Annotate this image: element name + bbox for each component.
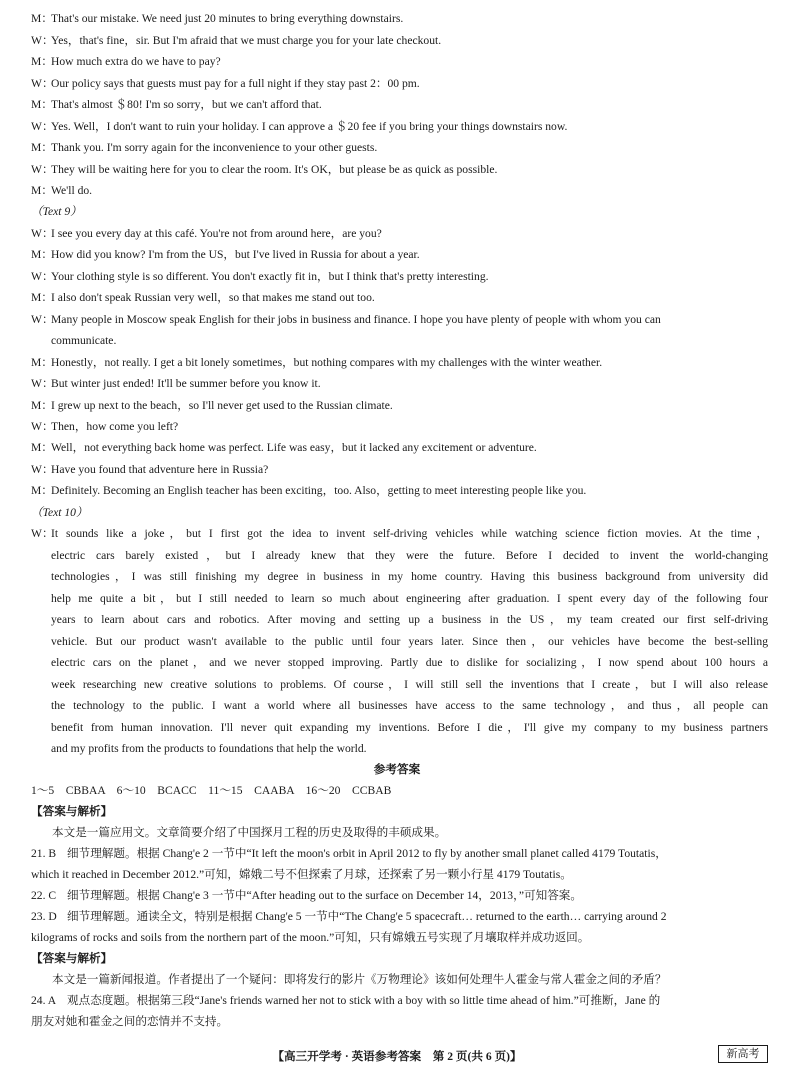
explanation-header: 【答案与解析】 <box>31 805 113 818</box>
dialogue-line: communicate. <box>51 334 117 347</box>
dialogue-line: W：Have you found that adventure here in Russia? <box>31 463 269 476</box>
dialogue-line: W：Your clothing style is so different. You don't exactly fit in，but I think that's pretty interesting. <box>31 270 489 283</box>
monologue-line: technologies，I was still finishing my degree in business in my home country. Having this business background from university did <box>51 570 768 583</box>
question-23-cont: kilograms of rocks and soils from the northern part of the moon.”可知，只有嫦娥五号实现了月壤取样并成功返回。 <box>31 931 590 944</box>
dialogue-line: M：Thank you. I'm sorry again for the inconvenience to your other guests. <box>31 141 378 154</box>
question-21-cont: which it reached in December 2012.”可知，嫦娥二号不但探索了月球，还探索了另一颗小行星 4179 Toutatis。 <box>31 868 572 881</box>
dialogue-line: M：That's our mistake. We need just 20 minutes to bring everything downstairs. <box>31 12 404 25</box>
dialogue-line: W：Yes，that's fine，sir. But I'm afraid that we must charge you for your late checkout. <box>31 34 442 47</box>
monologue-speaker: W： <box>31 527 54 540</box>
answers-title: 参考答案 <box>373 763 421 776</box>
question-23: 23. D 细节理解题。通读全文，特别是根据 Chang'e 5 一节中“The Chang'e 5 spacecraft… returned to the earth… carrying around 2 <box>31 910 667 923</box>
passage-summary: 本文是一篇新闻报道。作者提出了一个疑问：即将发行的影片《万物理论》该如何处理牛人霍金与常人霍金之间的矛盾？ <box>52 973 667 986</box>
dialogue-line: M：How much extra do we have to pay? <box>31 55 221 68</box>
exam-type-badge: 新高考 <box>718 1045 768 1063</box>
dialogue-line: W：Our policy says that guests must pay for a full night if they stay past 2：00 pm. <box>31 77 420 90</box>
monologue-line: help me quite a bit，but I still needed to learn so much about engineering after graduation. I spent every day of the following four <box>51 592 768 605</box>
page-footer: 【高三开学考 · 英语参考答案 第 2 页(共 6 页)】 <box>272 1050 522 1063</box>
dialogue-line: M：How did you know? I'm from the US，but I've lived in Russia for about a year. <box>31 248 420 261</box>
monologue-line: the technology to the public. I want a world where all businesses have access to the same technology，and thus，all people can <box>51 699 768 712</box>
monologue-line: week researching new creative solutions to problems. Of course，I will still sell the inventions that I create，but I will also release <box>51 678 768 691</box>
monologue-line: years to learn about cars and robotics. After moving and setting up a business in the US，my team created our first self-driving <box>51 613 768 626</box>
answers-list: 1～5 CBBAA 6～10 BCACC 11～15 CAABA 16～20 CCBAB <box>31 784 392 797</box>
question-24: 24. A 观点态度题。根据第三段“Jane's friends warned her not to stick with a boy with so little time ahead of him.”可推断，Jane 的 <box>31 994 661 1007</box>
dialogue-line: W：Then，how come you left? <box>31 420 179 433</box>
dialogue-line: M：We'll do. <box>31 184 93 197</box>
text-10-label: （Text 10） <box>31 506 88 519</box>
monologue-line: and my profits from the products to foundations that help the world. <box>51 742 367 755</box>
passage-summary: 本文是一篇应用文。文章简要介绍了中国探月工程的历史及取得的丰硕成果。 <box>52 826 447 839</box>
dialogue-line: W：But winter just ended! It'll be summer before you know it. <box>31 377 321 390</box>
monologue-line: vehicle. But our product wasn't available to the public until four years later. Since then，our vehicles have become the best-selling <box>51 635 768 648</box>
question-21: 21. B 细节理解题。根据 Chang'e 2 一节中“It left the moon's orbit in April 2012 to fly by another small planet called 4179 Toutatis， <box>31 847 667 860</box>
dialogue-line: W：Many people in Moscow speak English for their jobs in business and finance. I hope you have plenty of people with whom you can <box>31 313 661 326</box>
dialogue-line: W：I see you every day at this café. You're not from around here，are you? <box>31 227 382 240</box>
question-24-cont: 朋友对她和霍金之间的恋情并不支持。 <box>31 1015 229 1028</box>
question-22: 22. C 细节理解题。根据 Chang'e 3 一节中“After heading out to the surface on December 14，2013，”可知答案。 <box>31 889 582 902</box>
dialogue-line: M：I grew up next to the beach，so I'll never get used to the Russian climate. <box>31 399 393 412</box>
explanation-header: 【答案与解析】 <box>31 952 113 965</box>
dialogue-line: W：Yes. Well，I don't want to ruin your holiday. I can approve a ＄20 fee if you bring your things downstairs now. <box>31 120 568 133</box>
dialogue-line: W：They will be waiting here for you to clear the room. It's OK，but please be as quick as possible. <box>31 163 498 176</box>
dialogue-line: M：I also don't speak Russian very well，so that makes me stand out too. <box>31 291 375 304</box>
monologue-line: benefit from human innovation. I'll never quit expanding my inventions. Before I die，I'll give my company to my business partners <box>51 721 768 734</box>
dialogue-line: M：Honestly，not really. I get a bit lonely sometimes，but nothing compares with my challenges with the winter weather. <box>31 356 603 369</box>
monologue-line: It sounds like a joke，but I first got the idea to invent self-driving vehicles while watching science fiction movies. At the time， <box>51 527 768 540</box>
monologue-line: electric cars barely existed，but I already knew that they were the future. Before I decided to invent the world-changing <box>51 549 768 562</box>
dialogue-line: M：Definitely. Becoming an English teacher has been exciting，too. Also，getting to meet interesting people like you. <box>31 484 587 497</box>
monologue-line: electric cars on the planet，and we never stopped improving. Partly due to dislike for socializing，I now spend about 100 hours a <box>51 656 768 669</box>
text-9-label: （Text 9） <box>31 205 82 218</box>
dialogue-line: M：Well，not everything back home was perfect. Life was easy，but it lacked any excitement or adventure. <box>31 441 537 454</box>
dialogue-line: M：That's almost ＄80! I'm so sorry，but we can't afford that. <box>31 98 322 111</box>
